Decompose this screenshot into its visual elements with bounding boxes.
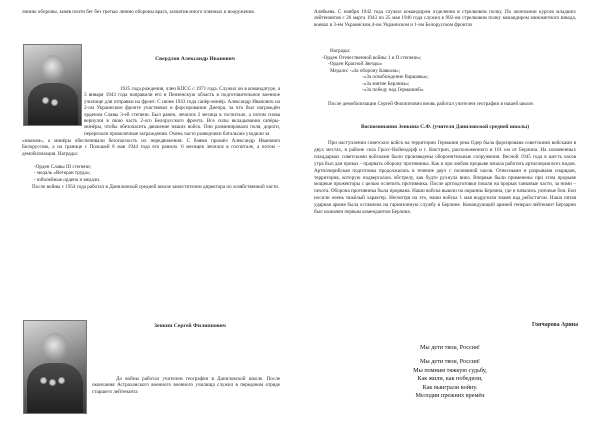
poem-line: Мелодии прежних времён (415, 392, 485, 400)
award-item: -«За победу над Германией». (362, 87, 425, 94)
awards-label: Награды: (330, 48, 351, 54)
award-item: -«За взятие Берлина»; (362, 80, 410, 87)
sverdlov-para2: После войны с 1954 года работал в Даниловской средней школе заместителем директора по хозяйственной части. (32, 184, 280, 190)
zenkin-photo (23, 320, 87, 414)
intro-text: линию обороны, заняв почти бег без третью линию обороны врага, захватив много пленных и вооружения. (22, 9, 255, 15)
poem-line: Мы дети твои, Россия! (420, 358, 480, 365)
poem-line: Мы помним тяжкую судьбу, (413, 366, 487, 374)
sverdlov-photo (23, 44, 82, 126)
poem-author: Гончарова Арина (531, 322, 578, 328)
award-item: -«За освобождение Варшавы»; (362, 74, 429, 81)
zenkin-para: До войны работал учителем географии в Даниловской школе. После окончания Астраханского военного военного училища служил в передовом отряде старшего лейтенанта (92, 376, 280, 395)
award-item: -Орден Красной Звезды» (328, 61, 383, 68)
zenkin-heading: Зенкин Сергей Филиппович (154, 323, 226, 329)
memoir-heading: Воспоминания Зенкина С.Ф. (учителя Даниловской средней школы) (360, 124, 530, 130)
zenkin-service-text: Алябьева. С ноября 1942 года служил командиром отделения в стрелковом полку. По окончании курсов младших лейтенантов с 26 марта 1943 по 25 мая 1946 года служил в 902-ом стрелковом полку командиром минометного взвода, воевал в 3-ем Украинском,4-ом Украинском и 1-ом Белорусском фронтах (314, 9, 576, 28)
poem-stanza (360, 358, 540, 401)
poem-line: Как жили, как победили, (417, 375, 483, 383)
zenkin-awards (322, 55, 562, 93)
after-war-text: После демобилизации Сергей Филиппович вновь работал учителем географии в нашей школе. (328, 101, 535, 107)
award-item: - юбилейные ордена и медали. (34, 176, 101, 183)
right-page (300, 0, 600, 424)
award-item: - медаль «Ветеран труда»; (34, 170, 91, 177)
award-item: -Орден Отечественной войны 1 и II степени»; (322, 55, 422, 61)
sverdlov-heading: Свердлов Александр Иванович (155, 56, 235, 62)
poem-title: Мы дети твои, Россия! (420, 344, 480, 352)
award-item: -Орден Славы III степени; (34, 164, 91, 170)
memoir-text: При наступлении советских войск на территории Германии река Одер была форсирована советскими войсками в двух местах, в районе села Гросс-Нойендорф и г. Кюстрин, расположенного в 101 км от Берлина. На захваченных плацдармах советскими войсками были произведены оборонительные сооружения. Весной 1945 года в шесть часов утра был дан приказ – прорвать оборону противника. Как и при любом прорыве начала работать артиллерия всех видов. Артиллерийская подготовка продолжалась в течение двух с половиной часов. Отвесными и разрывами снарядов, территория, которую подвергалась обстрелу, как будто рухнула вниз. Впервые были применены при этом прорыве мощные прожекторы с целью ослепить противника. После артподготовки пошли на прорыв танковые части, за ними – пехота. Оборона противника была прорвана. Наши войска вышли на окраины Берлина, где и начались уличные бои. Бои носили очень тяжёлый характер. Несмотря на это, наши войска 1 мая водрузили знамя над рейхстагом. Наша пятая ударная армия была оставлена на гарнизонную службу в Берлине. Командующий армией генерал-лейтенант Берзарин был назначен первым комендантом Берлина. (314, 140, 576, 216)
sverdlov-awards (34, 164, 280, 183)
poem-line: Как выиграли войну. (422, 383, 478, 391)
sverdlov-para1-rest: «языком», а минёры обеспечивали безопасность их передвижения. С боями прошёл Александр Иванович Белоруссию, а на границе с Польшей 8 мая 1944 года его ранило. 6 месяцев лечился в госпитале, а потом – демобилизация. Награды: (22, 138, 280, 157)
award-item: Медали: -«За оборону Кавказа»; (330, 67, 401, 74)
sverdlov-para1-top: 1925 года рождения, член КПСС с 1971 года. Служил он в командатуре, а 3 января 1943 года направили его в Пензенскую область в подготовительное военное училище для отправки на фронт. С июня 1943 года сапёр-минёр. Александр Иванович на 2-ом Украинском фронте участвовал в форсировании Днепра, за что был награждён орденом Славы 3-ей степени. Был ранен, лечился 2 месяца в госпитале, а потом снова вернулся в свою часть 2-ого Белорусского фронта. Все силы вкладывания сапёры-минёры, чтобы обезопасить движение наших войск. Они разминировали поля, дороги, перерезали проволочные заграждения. Очень часто разведчики батальона уходили за (84, 86, 280, 137)
